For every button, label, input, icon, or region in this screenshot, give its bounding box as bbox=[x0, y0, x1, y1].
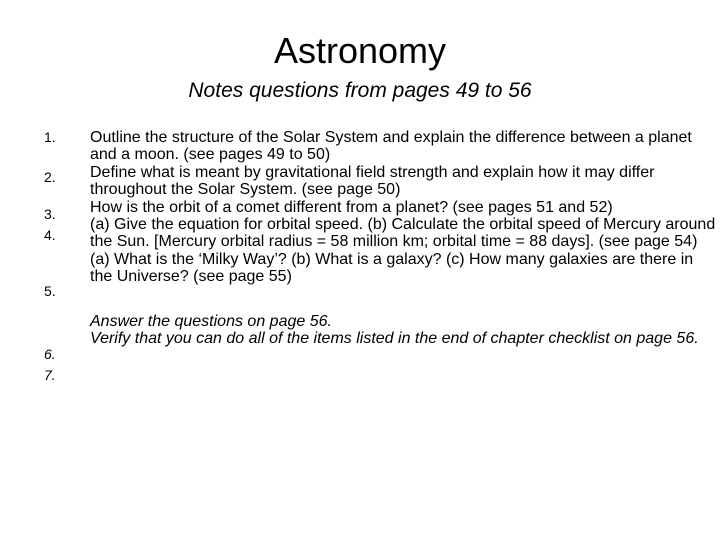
question-text-1: Outline the structure of the Solar System and explain the difference between a planet and a moon. (see pages 49 to 50) bbox=[90, 129, 692, 164]
question-text-4: (a) Give the equation for orbital speed. (b) Calculate the orbital speed of Mercury around the Sun. [Mercury orbital radius = 58 million km; orbital time = 88 days]. (see page 54) bbox=[90, 216, 716, 251]
question-number-1: 1. bbox=[44, 129, 56, 145]
question-list bbox=[90, 129, 716, 347]
slide-title: Astronomy bbox=[273, 30, 447, 71]
question-number-7: 7. bbox=[44, 367, 56, 383]
question-number-6: 6. bbox=[44, 346, 56, 362]
question-text-6: Answer the questions on page 56. bbox=[90, 312, 332, 330]
question-number-4: 4. bbox=[44, 227, 56, 243]
question-text-2: Define what is meant by gravitational field strength and explain how it may differ throughout the Solar System. (see page 50) bbox=[90, 163, 655, 199]
question-text-3: How is the orbit of a comet different from a planet? (see pages 51 and 52) bbox=[90, 198, 613, 216]
question-number-2: 2. bbox=[44, 169, 56, 185]
question-number-5: 5. bbox=[44, 283, 56, 299]
question-text-7: Verify that you can do all of the items listed in the end of chapter checklist on page 56. bbox=[90, 330, 699, 348]
slide-subtitle: Notes questions from pages 49 to 56 bbox=[188, 79, 532, 102]
question-text-5: (a) What is the ‘Milky Way’? (b) What is a galaxy? (c) How many galaxies are there in the Universe? (see page 55) bbox=[90, 250, 694, 286]
question-number-3: 3. bbox=[44, 206, 56, 222]
question-gap bbox=[90, 286, 716, 313]
